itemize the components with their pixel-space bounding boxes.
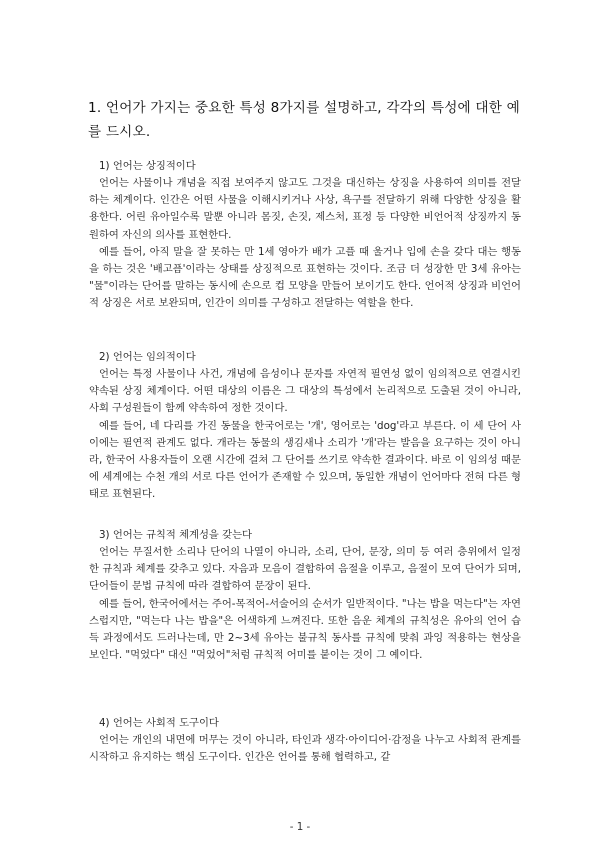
section-social-tool	[89, 715, 521, 766]
section-title: 2) 언어는 임의적이다	[99, 351, 196, 363]
question-heading: 1. 언어가 가지는 중요한 특성 8가지를 설명하고, 각각의 특성에 대한 예를 드시오.	[88, 100, 520, 140]
section-arbitrary	[89, 349, 521, 504]
section-symbolic	[89, 158, 521, 313]
section-paragraph: 언어는 사물이나 개념을 직접 보여주지 않고도 그것을 대신하는 상징을 사용하여 의미를 전달하는 체계이다. 인간은 어떤 사물을 이해시키거나 사상, 욕구를 전달하기 위해 다양한 상징을 활용한다. 어린 유아일수록 말뿐 아니라 몸짓, 손짓, 제스처, 표정 등 다양한 비언어적 상징까지 동원하여 자신의 의사를 표현한다.	[89, 177, 521, 241]
section-title: 4) 언어는 사회적 도구이다	[99, 717, 219, 729]
section-paragraph: 언어는 특정 사물이나 사건, 개념에 음성이나 문자를 자연적 필연성 없이 임의적으로 연결시킨 약속된 상징 체계이다. 어떤 대상의 이름은 그 대상의 특성에서 논리적으로 도출된 것이 아니라, 사회 구성원들이 함께 약속하여 정한 것이다.	[89, 368, 521, 415]
section-paragraph: 예를 들어, 아직 말을 잘 못하는 만 1세 영아가 배가 고플 때 울거나 입에 손을 갖다 대는 행동을 하는 것은 '배고픔'이라는 상태를 상징적으로 표현하는 것이다. 조금 더 성장한 만 3세 유아는 "물"이라는 단어를 말하는 동시에 손으로 컵 모양을 만들어 보이기도 한다. 언어적 상징과 비언어적 상징은 서로 보완되며, 인간이 의미를 구성하고 전달하는 역할을 한다.	[89, 245, 521, 310]
section-title: 3) 언어는 규칙적 체계성을 갖는다	[99, 529, 252, 541]
section-title: 1) 언어는 상징적이다	[99, 160, 196, 172]
section-rule-system	[89, 527, 521, 664]
section-paragraph: 언어는 무질서한 소리나 단어의 나열이 아니라, 소리, 단어, 문장, 의미 등 여러 층위에서 일정한 규칙과 체계를 갖추고 있다. 자음과 모음이 결합하여 음절을 이루고, 음절이 모여 단어가 되며, 단어들이 문법 규칙에 따라 결합하여 문장이 된다.	[89, 546, 521, 593]
page-number: - 1 -	[289, 821, 311, 833]
section-paragraph: 예를 들어, 네 다리를 가진 동물을 한국어로는 '개', 영어로는 'dog'라고 부른다. 이 세 단어 사이에는 필연적 관계도 없다. 개라는 동물의 생김새나 소리가 '개'라는 발음을 요구하는 것이 아니라, 한국어 사용자들이 오랜 시간에 걸쳐 그 단어를 쓰기로 약속한 결과이다. 바로 이 임의성 때문에 세계에는 수천 개의 서로 다른 언어가 존재할 수 있으며, 동일한 개념이 언어마다 전혀 다른 형태로 표현된다.	[89, 419, 521, 501]
section-paragraph: 언어는 개인의 내면에 머무는 것이 아니라, 타인과 생각·아이디어·감정을 나누고 사회적 관계를 시작하고 유지하는 핵심 도구이다. 인간은 언어를 통해 협력하고, 같	[89, 734, 521, 764]
section-paragraph: 예를 들어, 한국어에서는 주어-목적어-서술어의 순서가 일반적이다. "나는 밥을 먹는다"는 자연스럽지만, "먹는다 나는 밥을"은 어색하게 느껴진다. 또한 음운 체계의 규칙성은 유아의 언어 습득 과정에서도 드러나는데, 만 2~3세 유아는 불규칙 동사를 규칙에 맞춰 과잉 적용하는 현상을 보인다. "먹었다" 대신 "먹었어"처럼 규칙적 어미를 붙이는 것이 그 예이다.	[89, 597, 521, 662]
